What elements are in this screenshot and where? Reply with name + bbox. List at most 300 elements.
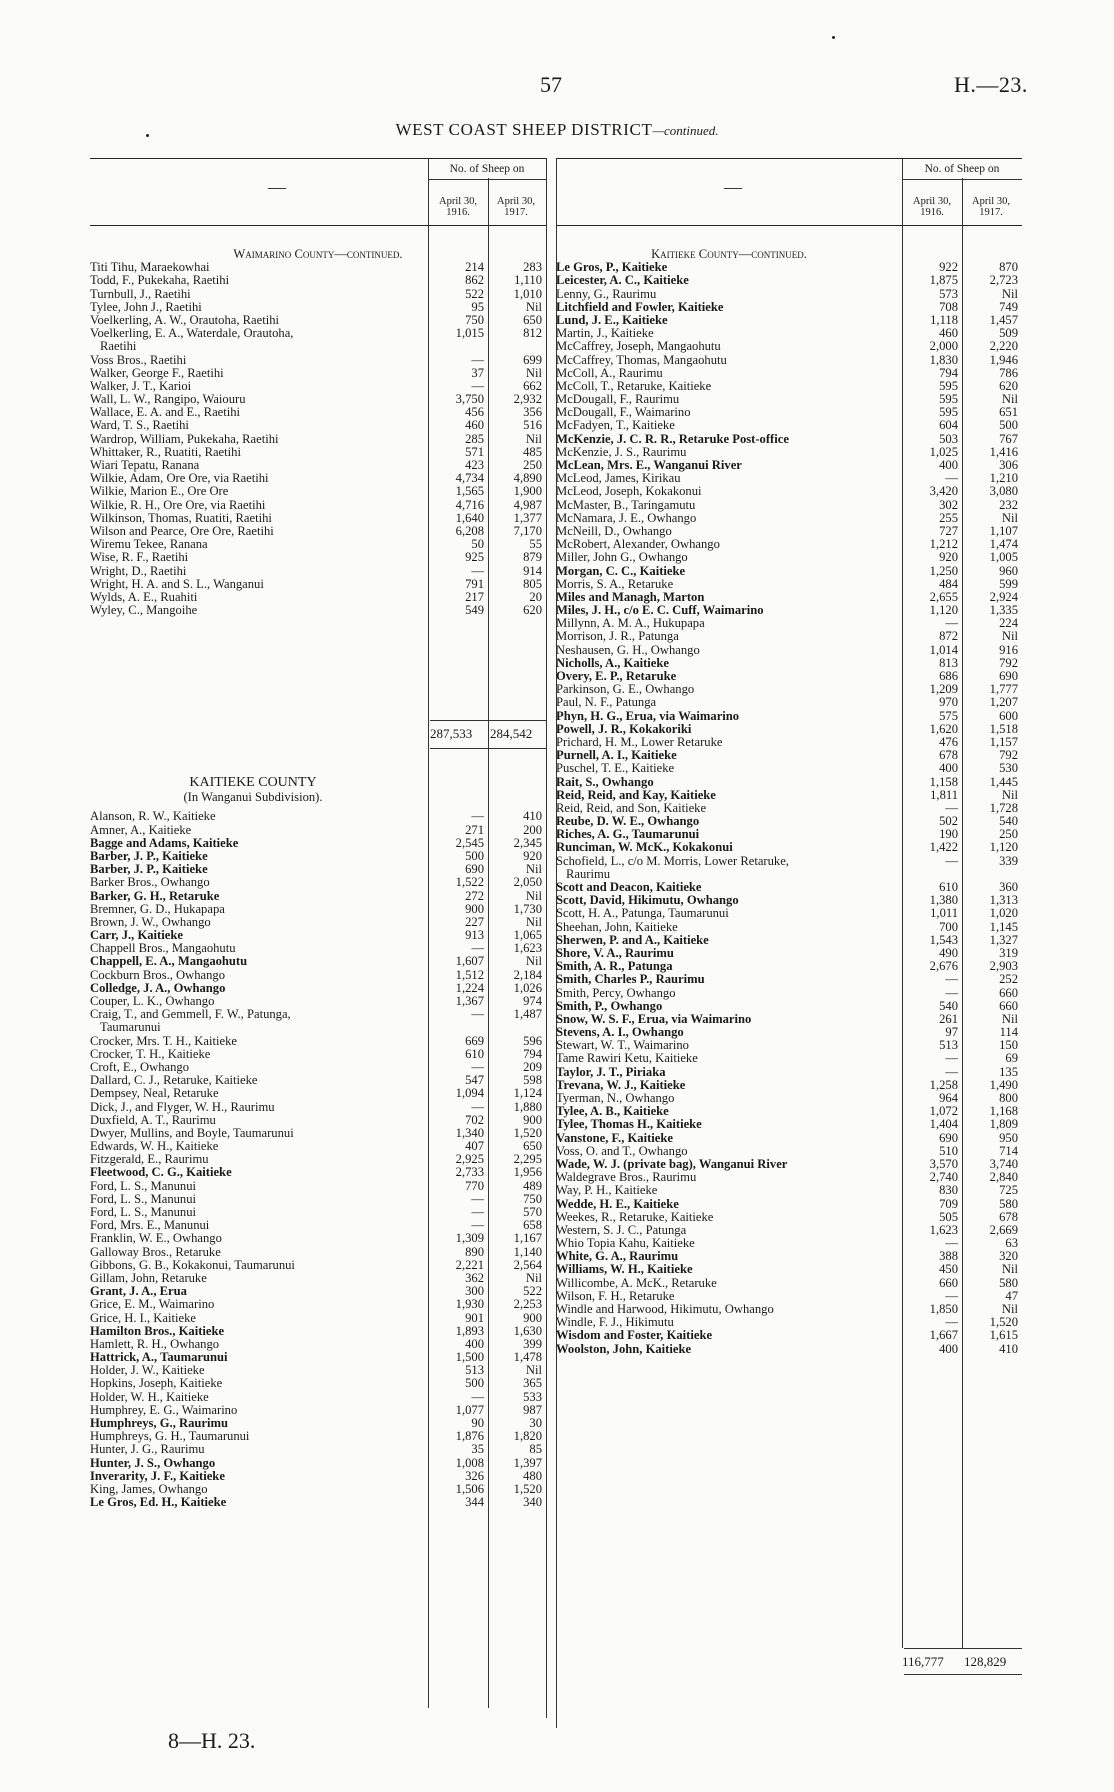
- sheep-1916: 964: [939, 1091, 958, 1106]
- sheep-1916: 2,221: [455, 1257, 484, 1272]
- entry-name: White, G. A., Raurimu: [556, 1250, 679, 1264]
- sheep-1916: 510: [939, 1143, 958, 1158]
- entry-name: Tylee, John J., Raetihi: [90, 300, 202, 314]
- sheep-1916: 1,077: [455, 1402, 484, 1417]
- entry-name: Titi Tihu, Maraekowhai: [90, 261, 210, 275]
- entry-name: Overy, E. P., Retaruke: [556, 670, 677, 684]
- entry-name: Franklin, W. E., Owhango: [90, 1232, 222, 1246]
- table-row: [90, 340, 546, 353]
- heading-title: WEST COAST SHEEP DISTRICT: [395, 120, 653, 139]
- entry-name: Millynn, A. M. A., Hukupapa: [556, 617, 705, 631]
- entry-name: Wilkie, R. H., Ore Ore, via Raetihi: [90, 498, 266, 512]
- sheep-1916: 727: [939, 523, 958, 538]
- entry-name: Edwards, W. H., Kaitieke: [90, 1140, 219, 1154]
- sheep-1917: 1,518: [989, 721, 1018, 736]
- table-row: [90, 1391, 546, 1404]
- sheep-1916: 573: [939, 286, 958, 301]
- entry-name: Inverarity, J. F., Kaitieke: [90, 1469, 225, 1483]
- table-row: [90, 327, 546, 340]
- entry-name: Smith, Charles P., Raurimu: [556, 973, 705, 987]
- sheep-1917: 200: [523, 822, 542, 837]
- sheep-1917: 516: [523, 418, 542, 433]
- left-table-header: [90, 158, 546, 226]
- sheep-1916: 2,676: [929, 959, 958, 974]
- sheep-1917: 63: [1005, 1236, 1018, 1251]
- table-row: [90, 604, 546, 617]
- sheep-1916: 970: [939, 695, 958, 710]
- entry-name: Brown, J. W., Owhango: [90, 915, 211, 929]
- sheep-1917: Nil: [525, 914, 542, 929]
- entry-name: Hunter, J. G., Raurimu: [90, 1443, 205, 1457]
- table-row: [90, 433, 546, 446]
- sheep-1917: 1,474: [989, 537, 1018, 552]
- sheep-1917: 55: [529, 537, 542, 552]
- heading-continued: —continued.: [652, 123, 719, 138]
- table-row: [90, 837, 546, 850]
- table-row: [90, 1114, 546, 1127]
- entry-name: Fitzgerald, E., Raurimu: [90, 1153, 209, 1167]
- entry-name: Colledge, J. A., Owhango: [90, 981, 226, 995]
- sheep-1916: 4,716: [455, 497, 484, 512]
- entry-name: Smith, Percy, Owhango: [556, 986, 676, 1000]
- right-total-1916: 116,777: [902, 1654, 944, 1669]
- sheep-1916: 686: [939, 669, 958, 684]
- table-row: [556, 710, 1022, 723]
- sheep-1916: 272: [465, 888, 484, 903]
- sheep-1917: 1,167: [513, 1231, 542, 1246]
- entry-name: Wise, R. F., Raetihi: [90, 551, 189, 565]
- entry-name: Barker Bros., Owhango: [90, 876, 210, 890]
- entry-name: Smith, P., Owhango: [556, 999, 663, 1013]
- sheep-1917: 250: [999, 827, 1018, 842]
- entry-name: Windle and Harwood, Hikimutu, Owhango: [556, 1303, 774, 1317]
- table-row: [90, 1298, 546, 1311]
- table-row: [90, 1101, 546, 1114]
- entry-name: Williams, W. H., Kaitieke: [556, 1263, 693, 1277]
- entry-name: Humphreys, G., Raurimu: [90, 1417, 228, 1431]
- sheep-1916: 500: [465, 848, 484, 863]
- sheep-1917: 1,487: [513, 1007, 542, 1022]
- sheep-1917: 509: [999, 326, 1018, 341]
- sheep-1916: 522: [465, 286, 484, 301]
- sheep-1916: 1,158: [929, 774, 958, 789]
- table-row: [556, 288, 1022, 301]
- table-row: [90, 367, 546, 380]
- table-row: [90, 1035, 546, 1048]
- left-header-dash: —: [268, 177, 286, 197]
- sheep-1916: 227: [465, 914, 484, 929]
- table-row: [556, 301, 1022, 314]
- left-header-no-of-sheep: No. of Sheep on: [449, 163, 525, 175]
- sheep-1917: Nil: [525, 365, 542, 380]
- sheep-1916: 1,209: [929, 682, 958, 697]
- entry-name: Taylor, J. T., Piriaka: [556, 1065, 666, 1079]
- sheep-1916: 1,015: [455, 326, 484, 341]
- sheep-1916: 1,025: [929, 444, 958, 459]
- sheep-1917: 1,397: [513, 1455, 542, 1470]
- sheep-1917: 1,005: [989, 550, 1018, 565]
- sheep-1917: 1,730: [513, 901, 542, 916]
- section-title-kaitieke-continued: Kaitieke County—continued.: [651, 247, 807, 261]
- left-rows: [90, 247, 546, 618]
- entry-name: Martin, J., Kaitieke: [556, 327, 654, 341]
- entry-name: Smith, A. R., Patunga: [556, 960, 673, 974]
- table-row: [90, 499, 546, 512]
- sheep-1917: 660: [999, 985, 1018, 1000]
- sheep-1917: 620: [999, 378, 1018, 393]
- table-row: [556, 1263, 1022, 1276]
- sheep-1917: 30: [529, 1416, 542, 1431]
- entry-name: Litchfield and Fowler, Kaitieke: [556, 300, 724, 314]
- entry-name: Dwyer, Mullins, and Boyle, Taumarunui: [90, 1126, 294, 1140]
- sheep-1917: 2,903: [989, 959, 1018, 974]
- entry-name: McKenzie, J. C. R. R., Retaruke Post-office: [556, 432, 789, 446]
- sheep-1916: 1,500: [455, 1350, 484, 1365]
- sheep-1916: 595: [939, 378, 958, 393]
- sheep-1917: 1,110: [514, 273, 542, 288]
- sheep-1917: 399: [523, 1336, 542, 1351]
- sheep-1917: Nil: [1001, 510, 1018, 525]
- sheep-1917: 2,295: [513, 1152, 542, 1167]
- sheep-1917: 1,900: [513, 484, 542, 499]
- sheep-1916: 460: [465, 418, 484, 433]
- table-row: [90, 1259, 546, 1272]
- sheep-1917: 1,010: [513, 286, 542, 301]
- sheep-1917: 360: [999, 880, 1018, 895]
- sheep-1916: 1,543: [929, 932, 958, 947]
- sheep-1917: 1,377: [513, 510, 542, 525]
- sheep-1916: 920: [939, 550, 958, 565]
- sheep-1917: 209: [523, 1059, 542, 1074]
- entry-name: Neshausen, G. H., Owhango: [556, 643, 700, 657]
- entry-name: Parkinson, G. E., Owhango: [556, 683, 695, 697]
- sheep-1916: 500: [465, 1376, 484, 1391]
- entry-name: McDougall, F., Raurimu: [556, 393, 680, 407]
- entry-name: Taumarunui: [100, 1021, 161, 1035]
- sheep-1916: —: [471, 1007, 484, 1022]
- sheep-1916: 794: [939, 365, 958, 380]
- sheep-1916: 1,404: [929, 1117, 958, 1132]
- entry-name: Phyn, H. G., Erua, via Waimarino: [556, 709, 740, 723]
- sheep-1916: 1,811: [930, 787, 958, 802]
- sheep-1917: 749: [999, 299, 1018, 314]
- sheep-1916: —: [471, 1191, 484, 1206]
- sheep-1917: 7,170: [513, 523, 542, 538]
- entry-name: Couper, L. K., Owhango: [90, 995, 215, 1009]
- sheep-1916: 1,258: [929, 1077, 958, 1092]
- sheep-1917: 530: [999, 761, 1018, 776]
- sheep-1917: Nil: [525, 954, 542, 969]
- sheep-1916: 669: [465, 1033, 484, 1048]
- entry-name: Woolston, John, Kaitieke: [556, 1342, 692, 1356]
- sheep-1917: 792: [999, 748, 1018, 763]
- sheep-1916: 1,623: [929, 1222, 958, 1237]
- sheep-1916: 255: [939, 510, 958, 525]
- section-title-kaitieke: KAITIEKE COUNTY: [189, 775, 317, 790]
- sheep-1916: 423: [465, 458, 484, 473]
- sheep-1916: 595: [939, 392, 958, 407]
- sheep-1917: Nil: [1001, 392, 1018, 407]
- sheep-1916: 1,875: [929, 273, 958, 288]
- table-row: [556, 551, 1022, 564]
- sheep-1917: 114: [999, 1025, 1018, 1040]
- sheep-1916: 1,014: [929, 642, 958, 657]
- sheep-1917: [489, 1021, 546, 1034]
- sheep-1916: 678: [939, 748, 958, 763]
- sheep-1916: 595: [939, 405, 958, 420]
- entry-name: Wilkie, Adam, Ore Ore, via Raetihi: [90, 472, 269, 486]
- entry-name: McCaffrey, Joseph, Mangaohutu: [556, 340, 721, 354]
- sheep-1917: 150: [999, 1038, 1018, 1053]
- entry-name: Wedde, H. E., Kaitieke: [556, 1197, 679, 1211]
- sheep-1916: 1,930: [455, 1297, 484, 1312]
- sheep-1917: 792: [999, 655, 1018, 670]
- table-row: [556, 367, 1022, 380]
- sheep-1917: 767: [999, 431, 1018, 446]
- sheep-1917: 1,777: [989, 682, 1018, 697]
- sheep-1916: 4,734: [455, 471, 484, 486]
- entry-name: Galloway Bros., Retaruke: [90, 1245, 221, 1259]
- sheep-1916: 660: [939, 1275, 958, 1290]
- entry-name: McDougall, F., Waimarino: [556, 406, 691, 420]
- table-row: [90, 274, 546, 287]
- sheep-1916: 450: [939, 1262, 958, 1277]
- sheep-1916: 770: [465, 1178, 484, 1193]
- sheep-1916: 1,850: [929, 1302, 958, 1317]
- entry-name: Grice, E. M., Waimarino: [90, 1298, 215, 1312]
- entry-name: Humphrey, E. G., Waimarino: [90, 1403, 238, 1417]
- sheep-1917: 340: [523, 1495, 542, 1510]
- sheep-1916: 1,340: [455, 1125, 484, 1140]
- entry-name: Tylee, A. B., Kaitieke: [556, 1105, 669, 1119]
- entry-name: Wallace, E. A. and E., Raetihi: [90, 406, 241, 420]
- sheep-1916: 300: [465, 1284, 484, 1299]
- entry-name: Croft, E., Owhango: [90, 1060, 189, 1074]
- sheep-1916: 37: [471, 365, 484, 380]
- table-row: [556, 340, 1022, 353]
- left-header-date-1916: April 30, 1916.: [439, 196, 477, 218]
- table-row: [556, 855, 1022, 868]
- entry-name: Morris, S. A., Retaruke: [556, 577, 674, 591]
- sheep-1916: 503: [939, 431, 958, 446]
- sheep-1917: 1,490: [989, 1077, 1018, 1092]
- sheep-1916: 913: [465, 928, 484, 943]
- entry-name: Western, S. J. C., Patunga: [556, 1223, 687, 1237]
- sheep-1917: 660: [999, 998, 1018, 1013]
- entry-name: Voss, O. and T., Owhango: [556, 1144, 688, 1158]
- waimarino-rows: [90, 261, 546, 617]
- table-row: [556, 274, 1022, 287]
- sheep-1916: 97: [945, 1025, 958, 1040]
- sheep-1916: —: [945, 1288, 958, 1303]
- sheep-1916: —: [471, 1059, 484, 1074]
- table-row: [90, 1180, 546, 1193]
- sheep-1916: 890: [465, 1244, 484, 1259]
- entry-name: Walker, George F., Raetihi: [90, 366, 224, 380]
- sheep-1916: 700: [939, 919, 958, 934]
- table-row: [556, 1329, 1022, 1342]
- table-row: [556, 1118, 1022, 1131]
- sheep-1917: 1,457: [989, 312, 1018, 327]
- table-row: [90, 824, 546, 837]
- sheep-1916: —: [945, 853, 958, 868]
- sheep-1916: 1,607: [455, 954, 484, 969]
- right-table-header: [556, 158, 1022, 226]
- entry-name: Todd, F., Pukekaha, Raetihi: [90, 274, 230, 288]
- entry-name: Whittaker, R., Ruatiti, Raetihi: [90, 445, 241, 459]
- sheep-1916: 547: [465, 1073, 484, 1088]
- sheep-1916: 702: [465, 1112, 484, 1127]
- entry-name: Chappell, E. A., Mangaohutu: [90, 955, 248, 969]
- sheep-1916: 549: [465, 603, 484, 618]
- sheep-1916: 505: [939, 1209, 958, 1224]
- sheep-1917: 1,416: [989, 444, 1018, 459]
- sheep-1917: 1,880: [513, 1099, 542, 1114]
- sheep-1916: 1,011: [930, 906, 958, 921]
- entry-name: Leicester, A. C., Kaitieke: [556, 274, 689, 288]
- sheep-1917: Nil: [1001, 787, 1018, 802]
- sheep-1917: 658: [523, 1218, 542, 1233]
- entry-name: McMaster, B., Taringamutu: [556, 498, 696, 512]
- entry-name: Lund, J. E., Kaitieke: [556, 313, 668, 327]
- sheep-1917: 1,026: [513, 980, 542, 995]
- sheep-1917: 699: [523, 352, 542, 367]
- sheep-1916: 1,512: [455, 967, 484, 982]
- sheep-1917: 1,065: [513, 928, 542, 943]
- sheep-1917: 974: [523, 994, 542, 1009]
- sheep-1916: 872: [939, 629, 958, 644]
- sheep-1917: 1,956: [513, 1165, 542, 1180]
- sheep-1917: 2,345: [513, 835, 542, 850]
- sheep-1916: 214: [465, 260, 484, 275]
- sheep-1916: 484: [939, 576, 958, 591]
- table-row: [90, 810, 546, 823]
- right-header-no-of-sheep: No. of Sheep on: [924, 163, 1000, 175]
- sheep-1917: 900: [523, 1310, 542, 1325]
- sheep-1917: 1,168: [989, 1104, 1018, 1119]
- left-total-1916: 287,533: [430, 726, 473, 741]
- sheep-1916: 1,380: [929, 893, 958, 908]
- sheep-1916: 400: [939, 761, 958, 776]
- sheep-1916: 709: [939, 1196, 958, 1211]
- table-row: [90, 1008, 546, 1021]
- sheep-1916: 456: [465, 405, 484, 420]
- sheep-1916: 2,545: [455, 835, 484, 850]
- sheep-1916: 502: [939, 814, 958, 829]
- sheep-1916: 302: [939, 497, 958, 512]
- sheep-1916: 1,506: [455, 1481, 484, 1496]
- table-row: [90, 301, 546, 314]
- sheep-1916: 901: [465, 1310, 484, 1325]
- entry-name: Scott, H. A., Patunga, Taumarunui: [556, 907, 729, 921]
- sheep-1916: 344: [465, 1495, 484, 1510]
- page-footer: 8—H. 23.: [168, 1728, 256, 1753]
- entry-name: Wall, L. W., Rangipo, Waiouru: [90, 393, 246, 407]
- entry-name: Reid, Reid, and Kay, Kaitieke: [556, 788, 716, 802]
- table-row: [90, 485, 546, 498]
- entry-name: Hattrick, A., Taumarunui: [90, 1351, 228, 1365]
- sheep-1917: 1,623: [513, 941, 542, 956]
- sheep-1917: 4,890: [513, 471, 542, 486]
- sheep-1917: 900: [523, 1112, 542, 1127]
- table-row: [556, 644, 1022, 657]
- sheep-1916: 690: [465, 862, 484, 877]
- entry-name: Miles, J. H., c/o E. C. Cuff, Waimarino: [556, 604, 764, 618]
- sheep-1917: 2,840: [989, 1170, 1018, 1185]
- entry-name: Wiari Tepatu, Ranana: [90, 459, 200, 473]
- entry-name: Paul, N. F., Patunga: [556, 696, 657, 710]
- sheep-1917: Nil: [525, 1363, 542, 1378]
- entry-name: Wisdom and Foster, Kaitieke: [556, 1329, 713, 1343]
- sheep-1917: 224: [999, 616, 1018, 631]
- sheep-1916: —: [945, 1064, 958, 1079]
- entry-name: Le Gros, Ed. H., Kaitieke: [90, 1496, 227, 1510]
- table-row: [556, 1211, 1022, 1224]
- table-row: [556, 696, 1022, 709]
- sheep-1916: —: [471, 941, 484, 956]
- table-row: [556, 987, 1022, 1000]
- sheep-1917: 306: [999, 458, 1018, 473]
- table-row: [556, 578, 1022, 591]
- entry-name: McColl, T., Retaruke, Kaitieke: [556, 379, 712, 393]
- sheep-1917: 960: [999, 563, 1018, 578]
- sheep-1916: 513: [939, 1038, 958, 1053]
- sheep-1916: 1,367: [455, 994, 484, 1009]
- entry-name: Wilson, F. H., Retaruke: [556, 1289, 675, 1303]
- sheep-1916: —: [471, 1099, 484, 1114]
- table-row: [90, 1496, 546, 1509]
- sheep-1916: 261: [939, 1011, 958, 1026]
- sheep-1917: 920: [523, 848, 542, 863]
- sheep-1916: —: [945, 972, 958, 987]
- entry-name: Miles and Managh, Marton: [556, 590, 705, 604]
- right-total-1917: 128,829: [964, 1654, 1007, 1669]
- entry-name: Morgan, C. C., Kaitieke: [556, 564, 686, 578]
- entry-name: Sherwen, P. and A., Kaitieke: [556, 933, 709, 947]
- left-total-1917: 284,542: [490, 726, 533, 741]
- sheep-1917: 870: [999, 260, 1018, 275]
- entry-name: Morrison, J. R., Patunga: [556, 630, 679, 644]
- sheep-1916: 407: [465, 1139, 484, 1154]
- entry-name: Gillam, John, Retaruke: [90, 1271, 207, 1285]
- sheep-1917: 786: [999, 365, 1018, 380]
- sheep-1916: 571: [465, 444, 484, 459]
- table-row: [90, 1312, 546, 1325]
- sheep-1916: 690: [939, 1130, 958, 1145]
- sheep-1917: 1,520: [513, 1125, 542, 1140]
- sheep-1917: 1,313: [989, 893, 1018, 908]
- sheep-1917: 1,124: [513, 1086, 542, 1101]
- kaitieke-rows-left: [90, 810, 546, 1509]
- sheep-1916: 1,893: [455, 1323, 484, 1338]
- sheep-1916: —: [945, 985, 958, 1000]
- sheep-1917: 1,140: [513, 1244, 542, 1259]
- sheep-1917: 1,335: [989, 603, 1018, 618]
- sheep-1916: —: [471, 809, 484, 824]
- entry-name: Scott, David, Hikimutu, Owhango: [556, 894, 739, 908]
- table-row: [556, 1198, 1022, 1211]
- entry-name: Miller, John G., Owhango: [556, 551, 688, 565]
- sheep-1917: 812: [523, 326, 542, 341]
- sheep-1917: 725: [999, 1183, 1018, 1198]
- table-row: [556, 354, 1022, 367]
- sheep-1916: 540: [939, 998, 958, 1013]
- table-row: [556, 934, 1022, 947]
- entry-name: Grice, H. I., Kaitieke: [90, 1311, 196, 1325]
- table-row: [90, 1377, 546, 1390]
- sheep-1917: 1,445: [989, 774, 1018, 789]
- sheep-1917: 580: [999, 1275, 1018, 1290]
